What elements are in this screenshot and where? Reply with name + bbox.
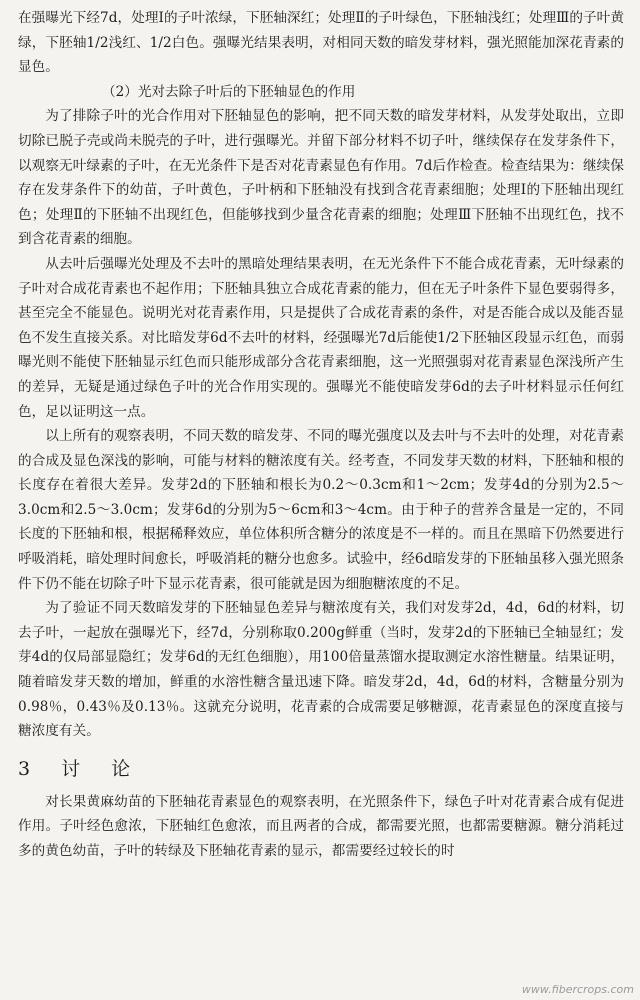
section-heading-discussion: 3 讨 论 xyxy=(18,757,137,780)
paragraph-sugar-verification: 为了验证不同天数暗发芽的下胚轴显色差异与糖浓度有关，我们对发芽2d，4d，6d的材料，切去子叶，一起放在强曝光下，经7d，分别称取0.200g鲜重（当时，发芽2d的下胚轴已全轴显红；发芽4d的仅局部显隐红；发芽6d的无红色细胞），用100倍量蒸馏水提取测定水溶性糖量。结果证明，随着暗发芽天数的增加，鲜重的水溶性糖含量迅速下降。暗发芽2d，4d，6d的材料，含糖量分别为0.98％，0.43％及0.13％。这就充分说明，花青素的合成需要足够糖源，花青素显色的深度直接与糖浓度有关。 xyxy=(18,600,624,740)
paragraph-discussion: 对长果黄麻幼苗的下胚轴花青素显色的观察表明，在光照条件下，绿色子叶对花青素合成有促进作用。子叶经色愈浓，下胚轴红色愈浓，而且两者的合成，都需要光照，也都需要糖源。糖分消耗过多的黄色幼苗，子叶的转绿及下胚轴花青素的显示，都需要经过较长的时 xyxy=(18,793,624,859)
page-content xyxy=(18,6,624,864)
watermark: www.fibercrops.com xyxy=(521,983,634,996)
paragraph-sugar-concentration: 以上所有的观察表明，不同天数的暗发芽、不同的曝光强度以及去叶与不去叶的处理，对花青素的合成及显色深浅的影响，可能与材料的糖浓度有关。经考查，不同发芽天数的材料，下胚轴和根的长度存在着很大差异。发芽2d的下胚轴和根长为0.2～0.3cm和1～2cm；发芽4d的分别为2.5～3.0cm和2.5～3.0cm；发芽6d的分别为5～6cm和3～4cm。由于种子的营养含量是一定的，不同长度的下胚轴和根，根据稀释效应，单位体积所含糖分的浓度是不一样的。而且在黑暗下仍然要进行呼吸消耗，暗处理时间愈长，呼吸消耗的糖分也愈多。试验中，经6d暗发芽的下胚轴虽移入强光照条件下仍不能在切除子叶下显示花青素，很可能就是因为细胞糖浓度的不足。 xyxy=(18,428,624,592)
paragraph-light-conclusion: 从去叶后强曝光处理及不去叶的黑暗处理结果表明，在无光条件下不能合成花青素，无叶绿素的子叶对合成花青素也不起作用；下胚轴具独立合成花青素的能力，但在无子叶条件下显色要弱得多，甚至完全不能显色。说明光对花青素作用，只是提供了合成花青素的条件，对是否能合成以及能否显色不发生直接关系。对比暗发芽6d不去叶的材料，经强曝光7d后能使1/2下胚轴区段显示红色，而弱曝光则不能使下胚轴显示红色而只能形成部分含花青素细胞，这一光照强弱对花青素显色深浅所产生的差异，无疑是通过绿色子叶的光合作用实现的。强曝光不能使暗发芽6d的去子叶材料显示任何红色，足以证明这一点。 xyxy=(18,255,624,420)
paragraph-strong-exposure-results: 在强曝光下经7d，处理Ⅰ的子叶浓绿，下胚轴深红；处理Ⅱ的子叶绿色，下胚轴浅红；处理Ⅲ的子叶黄绿，下胚轴1/2浅红、1/2白色。强曝光结果表明，对相同天数的暗发芽材料，强光照能加深花青素的显色。 xyxy=(18,10,624,76)
paragraph-cotyledon-removal: 为了排除子叶的光合作用对下胚轴显色的影响，把不同天数的暗发芽材料，从发芽处取出，立即切除已脱子壳或尚未脱壳的子叶，进行强曝光。并留下部分材料不切子叶，继续保存在发芽条件下，以观察无叶绿素的子叶，在无光条件下是否对花青素显色有作用。7d后作检查。检查结果为：继续保存在发芽条件下的幼苗，子叶黄色，子叶柄和下胚轴没有找到含花青素细胞；处理Ⅰ的下胚轴出现红色；处理Ⅱ的下胚轴不出现红色，但能够找到少量含花青素的细胞；处理Ⅲ下胚轴不出现红色，找不到含花青素的细胞。 xyxy=(18,108,624,248)
subsection-heading: （2）光对去除子叶后的下胚轴显色的作用 xyxy=(102,83,356,100)
